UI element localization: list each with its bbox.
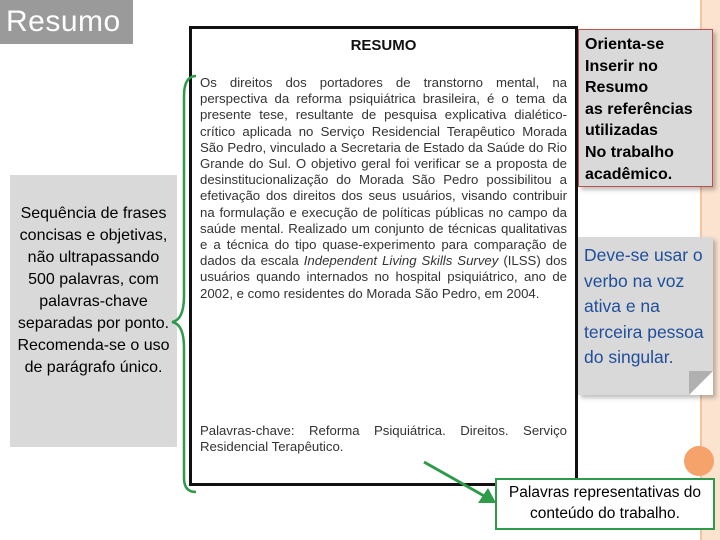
- right-note-line: Orienta-se: [585, 36, 665, 53]
- abstract-text-part1: Os direitos dos portadores de transtorno mental, na perspectiva da reforma psiquiátrica brasileira, é o tema da presente tese, resultante de pesquisa explicativa dialético-crítico aplicada no Serviço Residencial Terapêutico Morada São Pedro, vinculado a Secretaria de Estado da Saúde do Rio Grande do Sul. O objetivo geral foi verificar se a proposta de desinstitucionalização do Morada São Pedro possibilitou a efetivação dos direitos dos seus usuários, visando contribuir na formulação e execução de políticas públicas no campo da saúde mental. Realizado um conjunto de técnicas qualitativas e a técnica do tipo quase-experimento para comparação de dados da escala: [200, 75, 567, 269]
- right-note-line: Inserir no: [585, 57, 658, 75]
- keywords-label: Palavras-chave: [200, 423, 291, 438]
- abstract-text-italic: Independent Living Skills Survey: [303, 253, 499, 269]
- left-note: Sequência de frases concisas e objetivas, não ultrapassando 500 palavras, com palavras-chave separadas por ponto. Recomenda-se o uso de parágrafo único.: [10, 175, 177, 447]
- right-note-line: as referências: [585, 100, 693, 118]
- bottom-note: Palavras representativas do conteúdo do trabalho.: [495, 478, 715, 530]
- brace-icon: [172, 76, 196, 492]
- abstract-text-part2: (ILSS) dos usuários quando internados no hospital psiquiátrico, ano de 2002, e como residentes do Morada São Pedro, em 2004.: [200, 253, 567, 301]
- abstract-heading: RESUMO: [350, 37, 417, 54]
- right-note-line: acadêmico.: [585, 165, 673, 183]
- right-note-line: Resumo: [585, 79, 649, 97]
- arrow-line: [424, 462, 486, 497]
- slide-title: Resumo: [0, 0, 133, 44]
- right-note-line: No trabalho: [585, 143, 674, 161]
- right-note-line: utilizadas: [585, 122, 658, 140]
- keywords-text: : Reforma Psiquiátrica. Direitos. Serviço Residencial Terapêutico.: [200, 423, 567, 455]
- right-note-voice-text: Deve-se usar o verbo na voz ativa e na terceira pessoa do singular.: [584, 245, 704, 367]
